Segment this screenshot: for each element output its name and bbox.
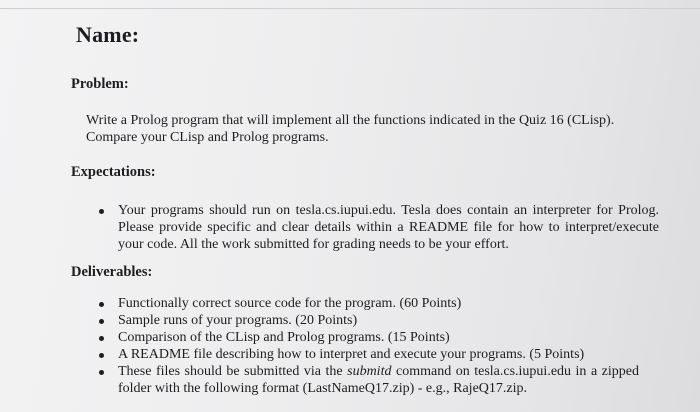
list-item [99, 202, 659, 253]
submission-text-after: command on tesla.cs.iupui.edu in a zipped folder with the following format (LastNameQ17.zip) - e.g., RajeQ17.zip. [118, 364, 639, 396]
problem-heading: Problem: [71, 76, 129, 92]
list-item [99, 295, 639, 312]
name-label: Name: [76, 22, 140, 47]
submitd-command: submitd [347, 364, 392, 379]
bullet-icon [99, 209, 104, 214]
deliverables-heading: Deliverables: [71, 264, 153, 280]
bullet-icon [99, 302, 104, 307]
problem-text: Write a Prolog program that will implement all the functions indicated in the Quiz 16 (CLisp). Compare your CLisp and Prolog programs. [86, 113, 615, 145]
bullet-icon [99, 319, 104, 324]
list-item [99, 312, 639, 329]
expectations-heading: Expectations: [71, 164, 156, 180]
bullet-icon [99, 353, 104, 358]
page-edge-line [0, 8, 700, 9]
deliverable-text: A README file describing how to interpret and execute your programs. (5 Points) [118, 347, 585, 362]
bullet-icon [99, 336, 104, 341]
deliverable-text: Sample runs of your programs. (20 Points) [118, 313, 358, 328]
expectation-text: Your programs should run on tesla.cs.iupui.edu. Tesla does contain an interpreter for Prolog. Please provide specific and clear details within a README file for how to interpret/execute your code. All the work submitted for grading needs to be your effort. [118, 203, 659, 252]
deliverables-list [99, 295, 639, 397]
expectations-list [99, 202, 659, 253]
list-item [99, 363, 639, 397]
submission-text-before: These files should be submitted via the [118, 364, 348, 379]
deliverable-text: Comparison of the CLisp and Prolog programs. (15 Points) [118, 330, 450, 345]
bullet-icon [99, 370, 104, 375]
list-item [99, 329, 639, 346]
deliverable-text: Functionally correct source code for the program. (60 Points) [118, 296, 462, 311]
list-item [99, 346, 639, 363]
